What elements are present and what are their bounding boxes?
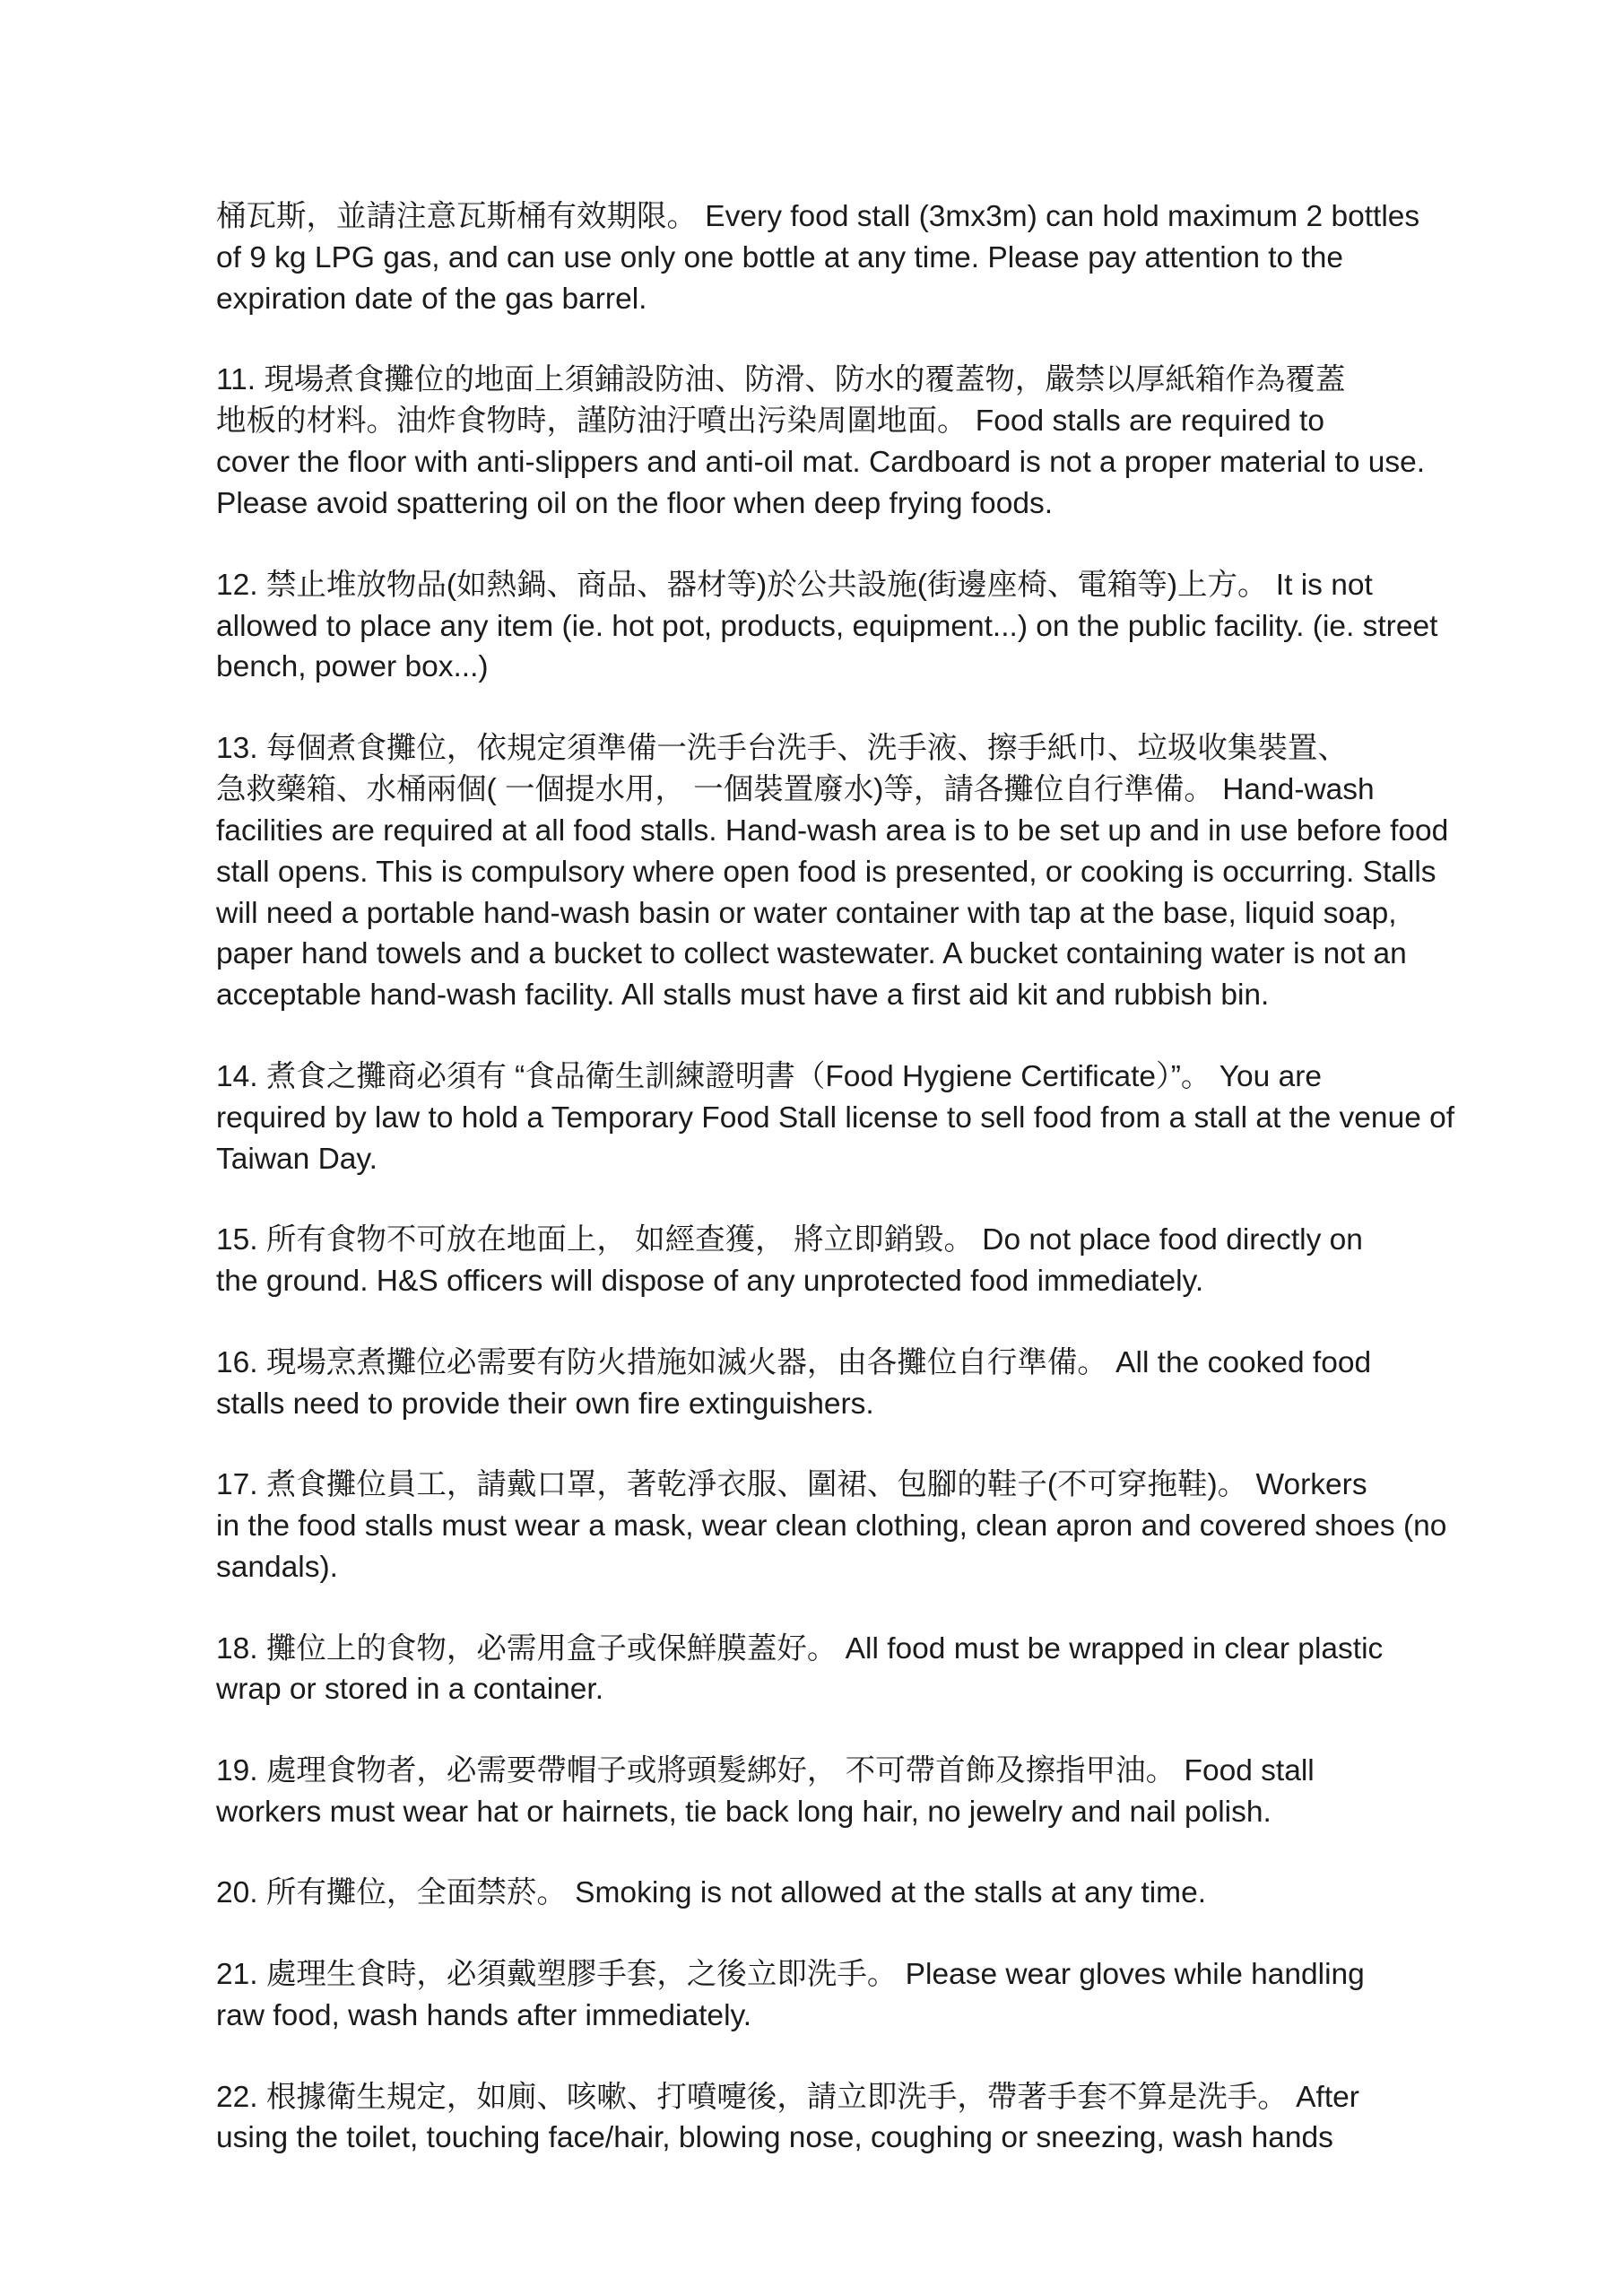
text-line: bench, power box...) [216,650,489,684]
text-line: 桶瓦斯，並請注意瓦斯桶有效期限。 Every food stall (3mx3m) can hold maximum 2 bottles [216,200,1420,233]
text-line: 11. 現場煮食攤位的地面上須鋪設防油、防滑、防水的覆蓋物，嚴禁以厚紙箱作為覆蓋 [216,363,1346,397]
text-line: in the food stalls must wear a mask, wear clean clothing, clean apron and covered shoes (no [216,1509,1447,1544]
text-line: the ground. H&S officers will dispose of any unprotected food immediately. [216,1265,1204,1299]
text-line: 20. 所有攤位，全面禁菸。 Smoking is not allowed at the stalls at any time. [216,1876,1207,1910]
rule-item-14 [216,1057,1623,1180]
text-line: stalls need to provide their own fire extinguishers. [216,1387,874,1421]
rule-item-10-continued [216,196,1623,320]
rule-item-22 [216,2077,1623,2160]
rule-item-20 [216,1873,1623,1914]
text-line: Please avoid spattering oil on the floor when deep frying foods. [216,487,1054,521]
text-line: 19. 處理食物者，必需要帶帽子或將頭髮綁好， 不可帶首飾及擦指甲油。 Food stall [216,1754,1315,1788]
rule-item-11 [216,360,1623,525]
text-line: 地板的材料。油炸食物時，謹防油汙噴出污染周圍地面。 Food stalls are required to [216,404,1324,439]
rule-item-15 [216,1220,1623,1302]
text-line: 急救藥箱、水桶兩個( 一個提水用， 一個裝置廢水)等，請各攤位自行準備。 Hand-wash [216,772,1375,806]
text-line: raw food, wash hands after immediately. [216,1998,752,2032]
text-line: of 9 kg LPG gas, and can use only one bottle at any time. Please pay attention to the [216,240,1344,274]
rule-item-19 [216,1751,1623,1833]
text-line: facilities are required at all food stalls. Hand-wash area is to be set up and in use before food [216,813,1449,848]
text-line: 15. 所有食物不可放在地面上， 如經查獲， 將立即銷毀。 Do not place food directly on [216,1223,1363,1257]
text-line: 16. 現場烹煮攤位必需要有防火措施如滅火器，由各攤位自行準備。 All the cooked food [216,1345,1372,1379]
rule-item-12 [216,565,1623,689]
rule-item-16 [216,1343,1623,1425]
text-line: using the toilet, touching face/hair, blowing nose, coughing or sneezing, wash hands [216,2121,1333,2155]
text-line: required by law to hold a Temporary Food Stall license to sell food from a stall at the venue of [216,1100,1455,1135]
text-line: 14. 煮食之攤商必須有 “食品衛生訓練證明書（Food Hygiene Certificate）”。 You are [216,1059,1322,1093]
rule-item-17 [216,1465,1623,1588]
rule-item-13 [216,728,1623,1016]
text-line: workers must wear hat or hairnets, tie back long hair, no jewelry and nail polish. [216,1795,1271,1829]
text-line: Taiwan Day. [216,1142,378,1176]
text-line: cover the floor with anti-slippers and anti-oil mat. Cardboard is not a proper material to use. [216,446,1426,480]
text-line: 21. 處理生食時，必須戴塑膠手套，之後立即洗手。 Please wear gloves while handling [216,1958,1365,1992]
text-line: acceptable hand-wash facility. All stalls must have a first aid kit and rubbish bin. [216,978,1270,1013]
text-line: 12. 禁止堆放物品(如熱鍋、商品、器材等)於公共設施(街邊座椅、電箱等)上方。 It is not [216,568,1373,602]
rule-item-21 [216,1954,1623,2037]
text-line: 13. 每個煮食攤位，依規定須準備一洗手台洗手、洗手液、擦手紙巾、垃圾收集裝置、 [216,731,1348,765]
text-line: expiration date of the gas barrel. [216,282,647,316]
text-line: 18. 攤位上的食物，必需用盒子或保鮮膜蓋好。 All food must be wrapped in clear plastic [216,1631,1384,1665]
rule-item-18 [216,1629,1623,1711]
text-line: stall opens. This is compulsory where open food is presented, or cooking is occurring. Stalls [216,855,1436,889]
text-line: wrap or stored in a container. [216,1673,604,1707]
text-line: allowed to place any item (ie. hot pot, products, equipment...) on the public facility. (ie. street [216,609,1438,643]
text-line: sandals). [216,1550,338,1584]
text-line: will need a portable hand-wash basin or water container with tap at the base, liquid soap, [216,896,1397,930]
text-line: 22. 根據衛生規定，如廁、咳嗽、打噴嚏後，請立即洗手，帶著手套不算是洗手。 After [216,2080,1359,2114]
text-line: 17. 煮食攤位員工，請戴口罩，著乾淨衣服、圍裙、包腳的鞋子(不可穿拖鞋)。 Workers [216,1468,1367,1502]
text-line: paper hand towels and a bucket to collect wastewater. A bucket containing water is not an [216,937,1407,971]
